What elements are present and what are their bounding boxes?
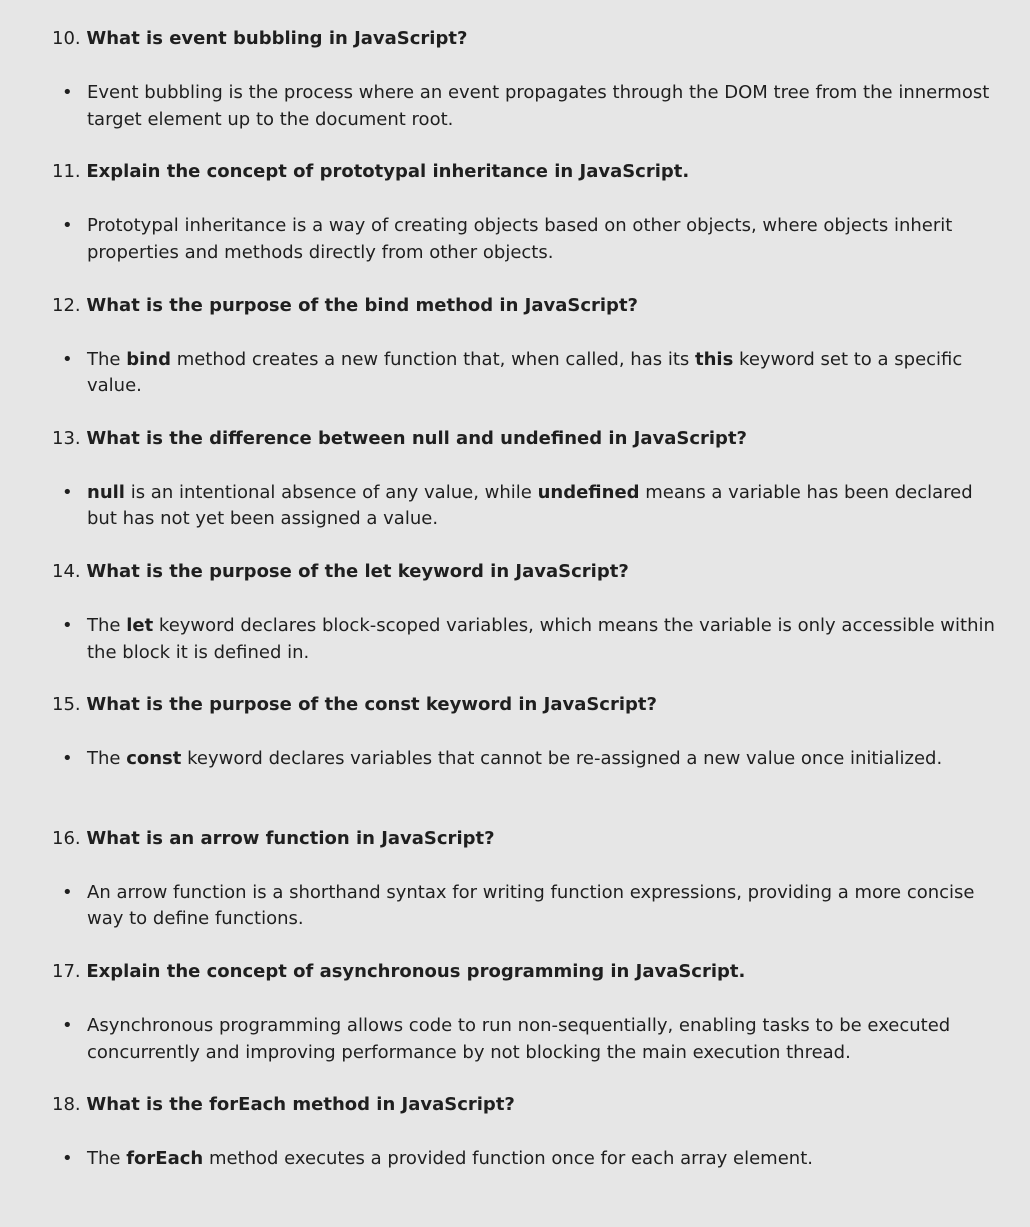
bullet-icon: • — [62, 1015, 73, 1037]
bullet-icon: • — [62, 481, 73, 503]
answer-segment: keyword declares variables that cannot be re-assigned a new value once initialized. — [181, 748, 943, 770]
question-number: 13. — [52, 427, 81, 449]
qa-item — [52, 693, 1010, 826]
answer-segment: Asynchronous programming allows code to run non-sequentially, enabling tasks to be executed concurrently and improving performance by not blocking the main execution thread. — [87, 1015, 951, 1063]
question-text: What is an arrow function in JavaScript? — [86, 827, 495, 849]
answer-keyword: forEach — [126, 1148, 204, 1170]
answer-text — [87, 1146, 1007, 1173]
answer-text — [87, 347, 1007, 400]
answer-bullet-item — [62, 746, 1010, 773]
bullet-icon: • — [62, 215, 73, 237]
question-heading — [52, 294, 1010, 318]
answer-keyword: let — [126, 615, 154, 637]
answer-bullet-item — [62, 80, 1010, 133]
answer-text — [87, 1013, 1007, 1066]
question-heading — [52, 960, 1010, 984]
qa-item — [52, 1093, 1010, 1226]
qa-item — [52, 960, 1010, 1093]
answer-segment: Prototypal inheritance is a way of creating objects based on other objects, where objects inherit properties and methods directly from other objects. — [87, 215, 953, 263]
question-heading — [52, 827, 1010, 851]
answer-segment: Event bubbling is the process where an event propagates through the DOM tree from the innermost target element up to the document root. — [87, 82, 990, 130]
answer-text — [87, 613, 1007, 666]
bullet-icon: • — [62, 881, 73, 903]
bullet-icon: • — [62, 82, 73, 103]
bullet-icon: • — [62, 615, 73, 637]
answer-segment: method executes a provided function once for each array element. — [203, 1148, 813, 1170]
answer-keyword: this — [695, 348, 734, 370]
question-text: Explain the concept of prototypal inheritance in JavaScript. — [86, 161, 690, 183]
answer-segment: is an intentional absence of any value, while — [124, 481, 538, 503]
qa-item — [52, 27, 1010, 160]
bullet-icon: • — [62, 1148, 73, 1170]
question-number: 12. — [52, 294, 81, 316]
answer-keyword: undefined — [537, 481, 640, 503]
question-number: 18. — [52, 1094, 81, 1116]
question-heading — [52, 1093, 1010, 1117]
answer-segment: The — [87, 748, 127, 770]
answer-segment: The — [87, 348, 127, 370]
answer-bullet-item — [62, 347, 1010, 400]
bullet-icon: • — [62, 748, 73, 770]
answer-bullet-item — [62, 213, 1010, 266]
answer-segment: An arrow function is a shorthand syntax for writing function expressions, providing a more concise way to define functions. — [87, 881, 975, 930]
answer-keyword: const — [126, 748, 182, 770]
answer-segment: keyword declares block-scoped variables, which means the variable is only accessible within the block it is defined in. — [87, 615, 995, 663]
question-text: Explain the concept of asynchronous programming in JavaScript. — [86, 961, 746, 983]
answer-segment: The — [87, 1148, 127, 1170]
question-number: 17. — [52, 961, 81, 983]
answer-keyword: bind — [126, 348, 171, 370]
question-text: What is the purpose of the let keyword in JavaScript? — [86, 561, 629, 583]
question-heading — [52, 560, 1010, 584]
answer-text — [87, 480, 1007, 533]
question-text: What is the forEach method in JavaScript? — [86, 1094, 515, 1116]
answer-text — [87, 880, 1007, 933]
question-heading — [52, 693, 1010, 717]
qa-item — [52, 560, 1010, 693]
question-number: 11. — [52, 161, 81, 183]
answer-segment: keyword set to a specific value. — [87, 348, 963, 397]
answer-text — [87, 213, 1007, 266]
question-heading — [52, 427, 1010, 451]
answer-bullet-item — [62, 1013, 1010, 1066]
qa-item — [52, 160, 1010, 293]
answer-text — [87, 80, 1007, 133]
answer-segment: The — [87, 615, 127, 637]
answer-keyword: null — [87, 481, 125, 503]
answer-bullet-item — [62, 1146, 1010, 1173]
answer-segment: means a variable has been declared but has not yet been assigned a value. — [87, 481, 973, 530]
answer-text — [87, 746, 1007, 773]
question-text: What is event bubbling in JavaScript? — [86, 28, 468, 49]
qa-item — [52, 294, 1010, 427]
question-text: What is the purpose of the const keyword in JavaScript? — [86, 694, 657, 716]
qa-item — [52, 427, 1010, 560]
qa-list — [52, 27, 1010, 1227]
bullet-icon: • — [62, 348, 73, 370]
question-number: 10. — [52, 28, 81, 49]
question-number: 15. — [52, 694, 81, 716]
answer-bullet-item — [62, 480, 1010, 533]
question-number: 14. — [52, 561, 81, 583]
question-text: What is the difference between null and undefined in JavaScript? — [86, 427, 747, 449]
answer-segment: method creates a new function that, when called, has its — [170, 348, 695, 370]
question-heading — [52, 27, 1010, 51]
question-number: 16. — [52, 827, 81, 849]
question-heading — [52, 160, 1010, 184]
answer-bullet-item — [62, 613, 1010, 666]
answer-bullet-item — [62, 880, 1010, 933]
question-text: What is the purpose of the bind method in JavaScript? — [86, 294, 638, 316]
qa-item — [52, 827, 1010, 960]
